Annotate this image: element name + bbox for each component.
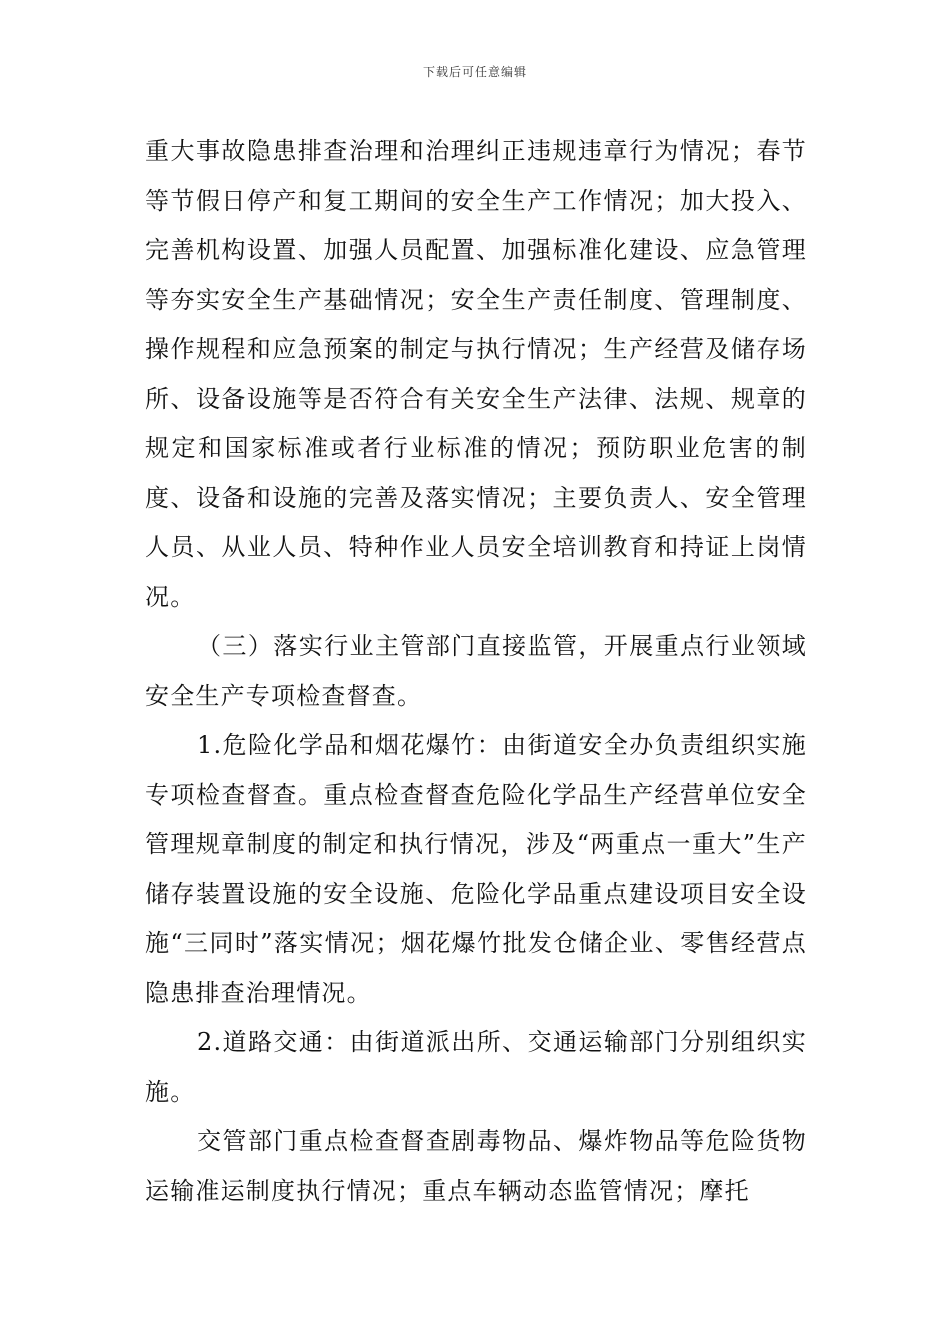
paragraph-safety-inspection-scope: 重大事故隐患排查治理和治理纠正违规违章行为情况；春节等节假日停产和复工期间的安全生产工作情况；加大投入、完善机构设置、加强人员配置、加强标准化建设、应急管理等夯实安全生产基础情况；安全生产责任制度、管理制度、操作规程和应急预案的制定与执行情况；生产经营及储存场所、设备设施等是否符合有关安全生产法律、法规、规章的规定和国家标准或者行业标准的情况；预防职业危害的制度、设备和设施的完善及落实情况；主要负责人、安全管理人员、从业人员、特种作业人员安全培训教育和持证上岗情况。 [145, 137, 807, 611]
download-note: 下载后可任意编辑 [422, 65, 527, 79]
paragraph-road-traffic: 2.道路交通：由街道派出所、交通运输部门分别组织实施。 [145, 1028, 807, 1106]
document-body [145, 127, 807, 1216]
paragraph-hazardous-chemicals: 1.危险化学品和烟花爆竹：由街道安全办负责组织实施专项检查督查。重点检查督查危险化学品生产经营单位安全管理规章制度的制定和执行情况，涉及“两重点一重大”生产储存装置设施的安全设施、危险化学品重点建设项目安全设施“三同时”落实情况；烟花爆竹批发仓储企业、零售经营点隐患排查治理情况。 [145, 731, 807, 1007]
paragraph-section-three-heading: （三）落实行业主管部门直接监管，开展重点行业领域安全生产专项检查督查。 [145, 632, 807, 710]
paragraph-traffic-department: 交管部门重点检查督查剧毒物品、爆炸物品等危险货物运输准运制度执行情况；重点车辆动态监管情况；摩托 [145, 1127, 807, 1205]
